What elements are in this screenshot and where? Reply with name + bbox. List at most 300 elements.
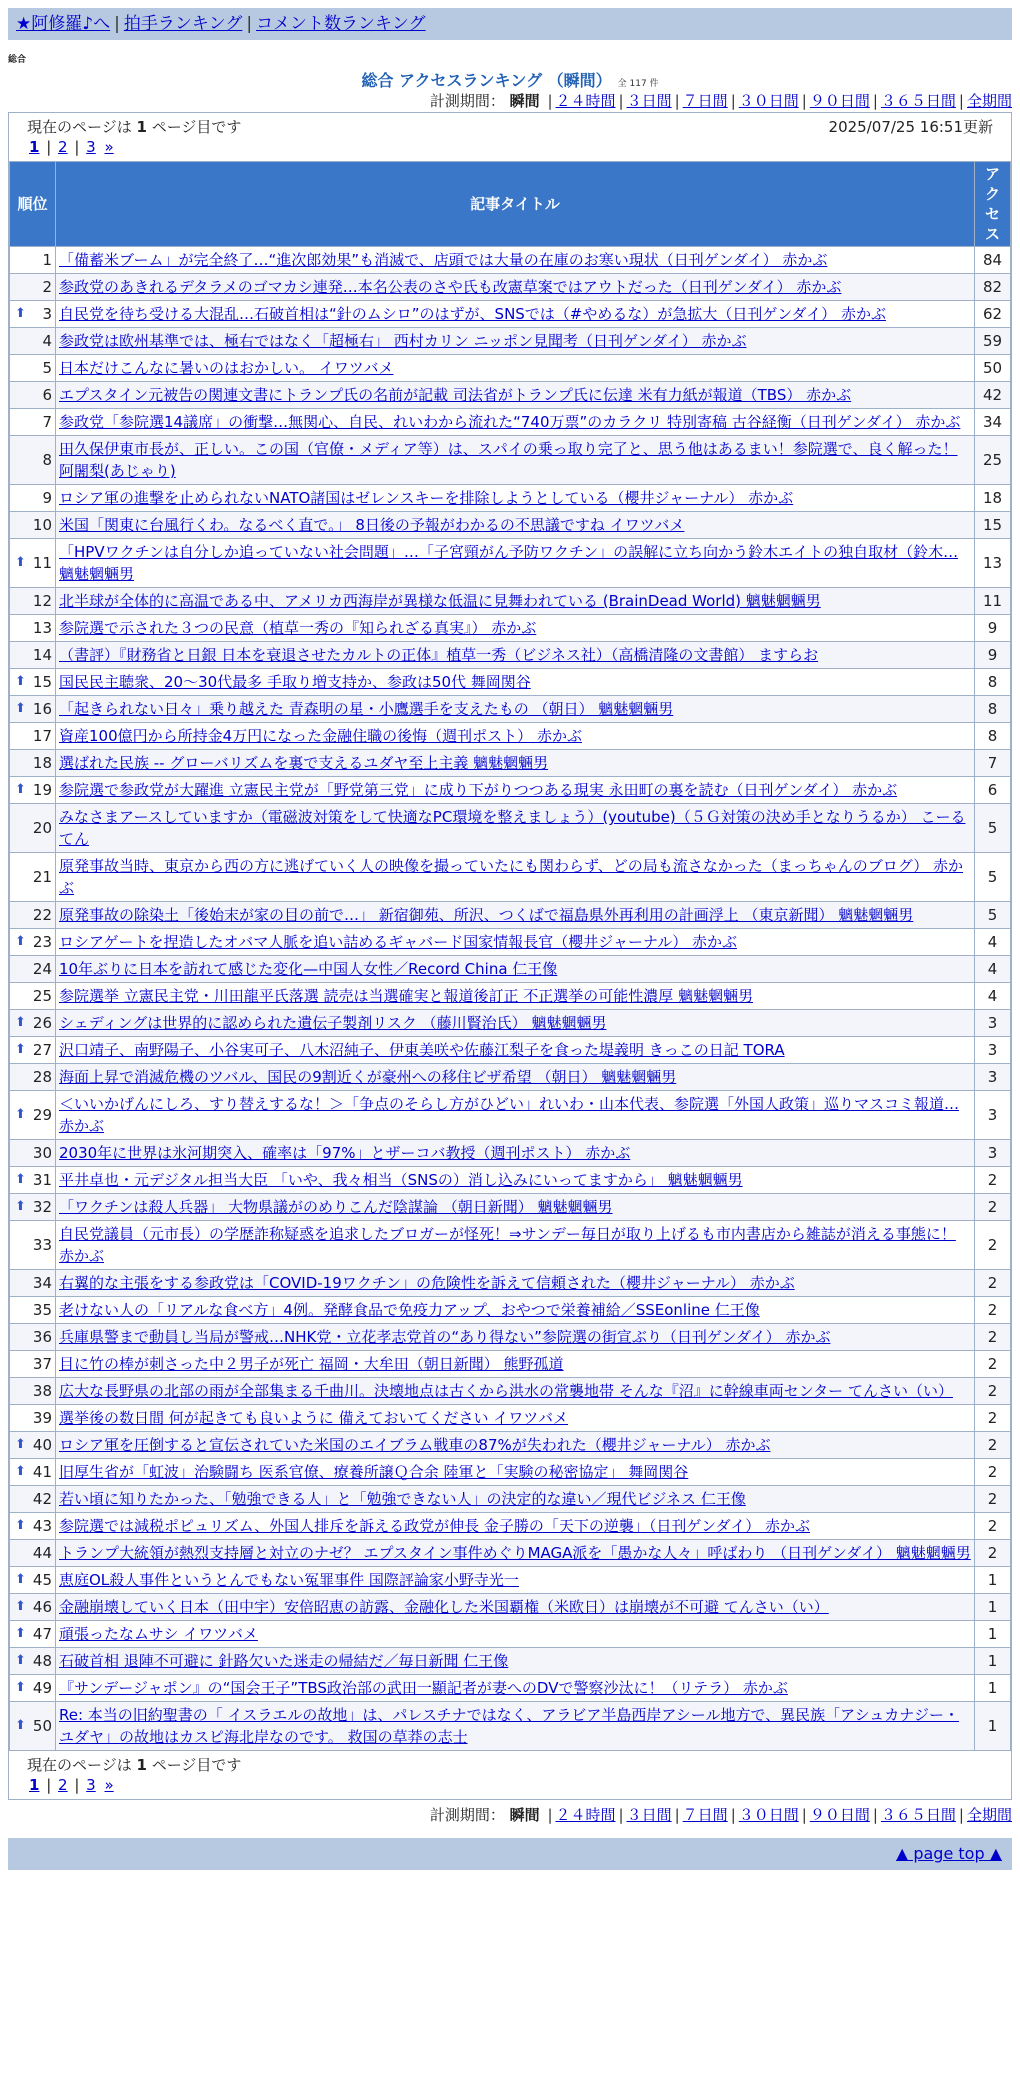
table-row xyxy=(10,436,1011,485)
article-title-link[interactable]: 国民民主聴衆、20～30代最多 手取り増支持か、参政は50代 舞岡関谷 xyxy=(59,673,531,691)
rank-number: 24 xyxy=(32,960,52,978)
access-count: 15 xyxy=(975,512,1011,539)
rank-number: 8 xyxy=(42,451,52,469)
rank-number: 10 xyxy=(32,516,52,534)
rank-cell xyxy=(10,669,56,696)
up-arrow-icon: ⬆ xyxy=(15,1518,26,1533)
article-title-link[interactable]: 北半球が全体的に高温である中、アメリカ西海岸が異様な低温に見舞われている (BrainDead World) 魑魅魍魎男 xyxy=(59,592,821,610)
access-count: 3 xyxy=(975,1037,1011,1064)
nav-link-clap-ranking[interactable]: 拍手ランキング xyxy=(123,14,243,34)
title-cell xyxy=(56,696,975,723)
rank-cell xyxy=(10,539,56,588)
rank-cell xyxy=(10,983,56,1010)
rank-cell xyxy=(10,588,56,615)
article-title-link[interactable]: 参政党のあきれるデタラメのゴマカシ連発…本名公表のさや氏も改憲草案ではアウトだった（日刊ゲンダイ） 赤かぶ xyxy=(59,278,842,296)
article-title-link[interactable]: みなさまアースしていますか（電磁波対策をして快適なPC環境を整えましょう）(youtube)（５Ｇ対策の決め手となりうるか） こーるてん xyxy=(59,808,966,848)
period-option-link[interactable]: 全期間 xyxy=(966,1806,1012,1824)
table-row xyxy=(10,1594,1011,1621)
rank-number: 19 xyxy=(32,781,52,799)
article-title-link[interactable]: 海面上昇で消滅危機のツバル、国民の9割近くが豪州への移住ビザ希望 （朝日） 魑魅魍魎男 xyxy=(59,1068,677,1086)
article-title-link[interactable]: 「備蓄米ブーム」が完全終了…“進次郎効果”も消滅で、店頭では大量の在庫のお寒い現状（日刊ゲンダイ） 赤かぶ xyxy=(59,251,828,269)
rank-number: 21 xyxy=(32,868,52,886)
rank-number: 39 xyxy=(32,1409,52,1427)
article-title-link[interactable]: 自民党議員（元市長）の学歴詐称疑惑を追求したブロガーが怪死！⇒サンデー毎日が取り上げるも市内書店から雑誌が消える事態に！ 赤かぶ xyxy=(59,1225,956,1265)
rank-number: 44 xyxy=(32,1544,52,1562)
access-count: 2 xyxy=(975,1486,1011,1513)
rank-cell xyxy=(10,1037,56,1064)
period-separator: | xyxy=(958,92,964,110)
up-arrow-icon: ⬆ xyxy=(15,1572,26,1587)
article-title-link[interactable]: エプスタイン元被告の関連文書にトランプ氏の名前が記載 司法省がトランプ氏に伝達 米有力紙が報道（TBS） 赤かぶ xyxy=(59,386,852,404)
period-separator: | xyxy=(618,1806,624,1824)
title-cell xyxy=(56,1648,975,1675)
table-row xyxy=(10,1486,1011,1513)
title-cell xyxy=(56,750,975,777)
title-cell xyxy=(56,1513,975,1540)
access-count: 2 xyxy=(975,1540,1011,1567)
access-count: 4 xyxy=(975,929,1011,956)
article-title-link[interactable]: 参院選で参政党が大躍進 立憲民主党が「野党第三党」に成り下がりつつある現実 永田町の裏を読む（日刊ゲンダイ） 赤かぶ xyxy=(59,781,898,799)
access-count: 1 xyxy=(975,1594,1011,1621)
title-cell xyxy=(56,1324,975,1351)
period-option-link[interactable]: ３日間 xyxy=(626,92,672,110)
rank-number: 20 xyxy=(32,819,52,837)
article-title-link[interactable]: 選ばれた民族 -- グローバリズムを裏で支えるユダヤ至上主義 魑魅魍魎男 xyxy=(59,754,549,772)
access-count: 3 xyxy=(975,1140,1011,1167)
page-links-bottom xyxy=(27,1775,993,1795)
col-header-title: 記事タイトル xyxy=(56,162,975,247)
rank-cell xyxy=(10,1167,56,1194)
article-title-link[interactable]: ロシア軍を圧倒すると宣伝されていた米国のエイブラム戦車の87%が失われた（櫻井ジャーナル） 赤かぶ xyxy=(59,1436,771,1454)
updated-time: 2025/07/25 16:51更新 xyxy=(828,118,993,136)
rank-number: 37 xyxy=(32,1355,52,1373)
page-link[interactable]: 2 xyxy=(58,138,68,156)
up-arrow-icon: ⬆ xyxy=(15,934,26,949)
title-cell xyxy=(56,804,975,853)
article-title-link[interactable]: 参院選では減税ポピュリズム、外国人排斥を訴える政党が伸長 金子勝の「天下の逆襲」（日刊ゲンダイ） 赤かぶ xyxy=(59,1517,810,1535)
up-arrow-icon: ⬆ xyxy=(15,1437,26,1452)
title-cell xyxy=(56,539,975,588)
rank-cell xyxy=(10,750,56,777)
title-cell xyxy=(56,1621,975,1648)
access-count: 3 xyxy=(975,1064,1011,1091)
access-count: 18 xyxy=(975,485,1011,512)
ranking-table xyxy=(9,161,1011,1751)
period-option-link[interactable]: 全期間 xyxy=(966,92,1012,110)
title-cell xyxy=(56,777,975,804)
page-link[interactable]: 1 xyxy=(29,138,40,156)
rank-number: 35 xyxy=(32,1301,52,1319)
period-separator: | xyxy=(674,1806,680,1824)
article-title-link[interactable]: 平井卓也・元デジタル担当大臣 「いや、我々相当（SNSの）消し込みにいってますから」 魑魅魍魎男 xyxy=(59,1171,743,1189)
rank-number: 1 xyxy=(42,251,52,269)
article-title-link[interactable]: 頑張ったなムサシ イワツバメ xyxy=(59,1625,258,1643)
rank-number: 42 xyxy=(32,1490,52,1508)
up-arrow-icon: ⬆ xyxy=(15,1718,26,1733)
rank-cell xyxy=(10,1297,56,1324)
up-arrow-icon: ⬆ xyxy=(15,555,26,570)
table-row xyxy=(10,1405,1011,1432)
period-option-link[interactable]: ９０日間 xyxy=(809,92,870,110)
rank-cell xyxy=(10,1702,56,1751)
rank-cell xyxy=(10,1064,56,1091)
nav-link-ashura[interactable]: ★阿修羅♪へ xyxy=(16,14,111,34)
page-link[interactable]: 1 xyxy=(29,1776,40,1794)
rank-cell xyxy=(10,956,56,983)
table-row xyxy=(10,1037,1011,1064)
table-row xyxy=(10,929,1011,956)
article-title-link[interactable]: 田久保伊東市長が、正しい。この国（官僚・メディア等）は、スパイの乗っ取り完了と、思う他はあるまい！参院選で、良く解った！ 阿闍梨(あじゃり) xyxy=(59,440,958,480)
rank-number: 43 xyxy=(32,1517,52,1535)
title-cell xyxy=(56,1486,975,1513)
rank-cell xyxy=(10,1459,56,1486)
period-separator: | xyxy=(730,1806,736,1824)
article-title-link[interactable]: 若い頃に知りたかった、「勉強できる人」と「勉強できない人」の決定的な違い／現代ビジネス 仁王像 xyxy=(59,1490,746,1508)
rank-cell xyxy=(10,853,56,902)
rank-number: 32 xyxy=(32,1198,52,1216)
article-title-link[interactable]: ロシアゲートを捏造したオバマ人脈を追い詰めるギャバード国家情報長官（櫻井ジャーナル） 赤かぶ xyxy=(59,933,737,951)
page-link[interactable]: 3 xyxy=(86,138,96,156)
rank-cell xyxy=(10,804,56,853)
table-row xyxy=(10,1194,1011,1221)
access-count: 50 xyxy=(975,355,1011,382)
title-cell xyxy=(56,853,975,902)
article-title-link[interactable]: 米国「関東に台風行くわ。なるべく直で。」 8日後の予報がわかるの不思議ですね イワツバメ xyxy=(59,516,685,534)
title-cell xyxy=(56,512,975,539)
up-arrow-icon: ⬆ xyxy=(15,1464,26,1479)
period-option-link[interactable]: ３６５日間 xyxy=(880,92,956,110)
article-title-link[interactable]: 参政党は欧州基準では、極右ではなく「超極右」 西村カリン ニッポン見聞考（日刊ゲンダイ） 赤かぶ xyxy=(59,332,747,350)
table-row xyxy=(10,247,1011,274)
access-count: 1 xyxy=(975,1675,1011,1702)
rank-cell xyxy=(10,1270,56,1297)
title-cell xyxy=(56,1037,975,1064)
rank-cell xyxy=(10,382,56,409)
up-arrow-icon: ⬆ xyxy=(15,1107,26,1122)
rank-cell xyxy=(10,328,56,355)
rank-cell xyxy=(10,1675,56,1702)
article-title-link[interactable]: トランプ大統領が熱烈支持層と対立のナゼ？ エプスタイン事件めぐりMAGA派を「愚かな人々」呼ばわり （日刊ゲンダイ） 魑魅魍魎男 xyxy=(59,1544,971,1562)
rank-number: 3 xyxy=(42,305,52,323)
title-cell xyxy=(56,669,975,696)
pager-top xyxy=(9,113,1011,161)
access-count: 6 xyxy=(975,777,1011,804)
article-title-link[interactable]: 旧厚生省が「虹波」治験闘ち 医系官僚、療養所譲Ｑ合余 陸軍と「実験の秘密協定」 舞岡関谷 xyxy=(59,1463,689,1481)
title-cell xyxy=(56,485,975,512)
table-row xyxy=(10,615,1011,642)
table-row xyxy=(10,301,1011,328)
rank-cell xyxy=(10,1140,56,1167)
title-cell xyxy=(56,1675,975,1702)
rank-cell xyxy=(10,1221,56,1270)
access-count: 1 xyxy=(975,1648,1011,1675)
period-current: 瞬間 xyxy=(509,92,540,110)
page-separator: | xyxy=(69,1776,85,1794)
article-title-link[interactable]: 兵庫県警まで動員し当局が警戒…NHK党・立花孝志党首の“あり得ない”参院選の街宣ぶり（日刊ゲンダイ） 赤かぶ xyxy=(59,1328,831,1346)
article-title-link[interactable]: 広大な長野県の北部の雨が全部集まる千曲川。決壊地点は古くから洪水の常襲地帯 そんな『沼』に幹線車両センター てんさい（い） xyxy=(59,1382,953,1400)
top-nav xyxy=(8,8,1012,40)
article-title-link[interactable]: 10年ぶりに日本を訪れて感じた変化—中国人女性／Record China 仁王像 xyxy=(59,960,558,978)
category-label: 総合 xyxy=(8,55,27,65)
access-count: 2 xyxy=(975,1270,1011,1297)
table-row xyxy=(10,1378,1011,1405)
access-count: 4 xyxy=(975,956,1011,983)
table-row xyxy=(10,1091,1011,1140)
rank-number: 15 xyxy=(32,673,52,691)
rank-number: 9 xyxy=(42,489,52,507)
rank-number: 7 xyxy=(42,413,52,431)
rank-number: 11 xyxy=(32,554,52,572)
article-title-link[interactable]: 参政党「参院選14議席」の衝撃…無関心、自民、れいわから流れた“740万票”のカラクリ 特別寄稿 古谷経衡（日刊ゲンダイ） 赤かぶ xyxy=(59,413,961,431)
table-row xyxy=(10,1540,1011,1567)
rank-number: 4 xyxy=(42,332,52,350)
article-title-link[interactable]: 目に竹の棒が刺さった中２男子が死亡 福岡・大牟田（朝日新聞） 熊野孤道 xyxy=(59,1355,564,1373)
period-selector-top xyxy=(8,90,1012,112)
page-separator: | xyxy=(41,138,57,156)
article-title-link[interactable]: 自民党を待ち受ける大混乱…石破首相は“針のムシロ”のはずが、SNSでは（#やめるな）が急拡大（日刊ゲンダイ） 赤かぶ xyxy=(59,305,886,323)
period-option-link[interactable]: ３日間 xyxy=(626,1806,672,1824)
rank-number: 33 xyxy=(32,1236,52,1254)
rank-cell xyxy=(10,1010,56,1037)
title-cell xyxy=(56,1540,975,1567)
access-count: 4 xyxy=(975,983,1011,1010)
access-count: 62 xyxy=(975,301,1011,328)
rank-cell xyxy=(10,1405,56,1432)
rank-cell xyxy=(10,1540,56,1567)
access-count: 5 xyxy=(975,902,1011,929)
article-title-link[interactable]: Re: 本当の旧約聖書の「 イスラエルの故地」は、パレスチナではなく、アラビア半島西岸アシール地方で、異民族「アシュカナジー・ユダヤ」の故地はカスピ海北岸なのです。 救国の草莽の志士 xyxy=(59,1706,959,1746)
period-separator: | xyxy=(872,92,878,110)
period-separator: | xyxy=(801,92,807,110)
article-title-link[interactable]: ＜いいかげんにしろ、すり替えするな！＞「争点のそらし方がひどい」れいわ・山本代表、参院選「外国人政策」巡りマスコミ報道… 赤かぶ xyxy=(59,1095,960,1135)
period-label: 計測期間： xyxy=(429,92,505,110)
article-title-link[interactable]: 日本だけこんなに暑いのはおかしい。 イワツバメ xyxy=(59,359,394,377)
period-option-link[interactable]: ７日間 xyxy=(682,92,728,110)
up-arrow-icon: ⬆ xyxy=(15,674,26,689)
rank-cell xyxy=(10,615,56,642)
title-cell xyxy=(56,301,975,328)
rank-cell xyxy=(10,1378,56,1405)
period-options xyxy=(544,1806,1012,1824)
table-row xyxy=(10,382,1011,409)
article-title-link[interactable]: シェディングは世界的に認められた遺伝子製剤リスク （藤川賢治氏） 魑魅魍魎男 xyxy=(59,1014,607,1032)
article-title-link[interactable]: 石破首相 退陣不可避に 針路欠いた迷走の帰結だ／毎日新聞 仁王像 xyxy=(59,1652,509,1670)
access-count: 1 xyxy=(975,1621,1011,1648)
rank-number: 17 xyxy=(32,727,52,745)
period-option-link[interactable]: ２４時間 xyxy=(555,92,616,110)
table-row xyxy=(10,1621,1011,1648)
rank-cell xyxy=(10,777,56,804)
rank-cell xyxy=(10,1091,56,1140)
article-title-link[interactable]: 恵庭OL殺人事件というとんでもない冤罪事件 国際評論家小野寺光一 xyxy=(59,1571,519,1589)
up-arrow-icon: ⬆ xyxy=(15,1599,26,1614)
rank-cell xyxy=(10,1648,56,1675)
page-top-link[interactable]: ▲ page top ▲ xyxy=(895,1844,1002,1863)
period-current: 瞬間 xyxy=(509,1806,540,1824)
access-count: 82 xyxy=(975,274,1011,301)
article-title-link[interactable]: 参院選で示された３つの民意（植草一秀の『知られざる真実』） 赤かぶ xyxy=(59,619,537,637)
title-cell xyxy=(56,1194,975,1221)
access-count: 5 xyxy=(975,853,1011,902)
ranking-box xyxy=(8,112,1012,1800)
page-link[interactable]: 2 xyxy=(58,1776,68,1794)
table-row xyxy=(10,723,1011,750)
rank-cell xyxy=(10,485,56,512)
rank-number: 6 xyxy=(42,386,52,404)
rank-number: 22 xyxy=(32,906,52,924)
table-row xyxy=(10,485,1011,512)
nav-separator: | xyxy=(114,14,120,34)
access-count: 1 xyxy=(975,1702,1011,1751)
title-cell xyxy=(56,382,975,409)
table-row xyxy=(10,642,1011,669)
article-title-link[interactable]: 老けない人の「リアルな食べ方」4例。発酵食品で免疫力アップ、おやつで栄養補給／SSEonline 仁王像 xyxy=(59,1301,760,1319)
access-count: 2 xyxy=(975,1459,1011,1486)
table-row xyxy=(10,804,1011,853)
article-title-link[interactable]: 原発事故当時、東京から西の方に逃げていく人の映像を撮っていたにも関わらず、どの局も流さなかった（まっちゃんのブログ） 赤かぶ xyxy=(59,857,964,897)
article-title-link[interactable]: 「起きられない日々」乗り越えた 青森明の星・小鷹選手を支えたもの （朝日） 魑魅魍魎男 xyxy=(59,700,674,718)
table-row xyxy=(10,409,1011,436)
article-title-link[interactable]: 参院選挙 立憲民主党・川田龍平氏落選 読売は当選確実と報道後訂正 不正選挙の可能性濃厚 魑魅魍魎男 xyxy=(59,987,754,1005)
article-title-link[interactable]: ロシア軍の進撃を止められないNATO諸国はゼレンスキーを排除しようとしている（櫻井ジャーナル） 赤かぶ xyxy=(59,489,794,507)
up-arrow-icon: ⬆ xyxy=(15,1015,26,1030)
period-option-link[interactable]: ２４時間 xyxy=(555,1806,616,1824)
article-title-link[interactable]: 選挙後の数日間 何が起きても良いように 備えておいてください イワツバメ xyxy=(59,1409,569,1427)
article-title-link[interactable]: 『サンデージャポン』の“国会王子”TBS政治部の武田一顯記者が妻へのDVで警察沙汰に！（リテラ） 赤かぶ xyxy=(59,1679,788,1697)
title-cell xyxy=(56,1594,975,1621)
title-cell xyxy=(56,274,975,301)
period-option-link[interactable]: ７日間 xyxy=(682,1806,728,1824)
rank-cell xyxy=(10,409,56,436)
article-title-link[interactable]: （書評）『財務省と日銀 日本を衰退させたカルトの正体』植草一秀（ビジネス社）（高橋清隆の文書館） ますらお xyxy=(59,646,819,664)
article-title-link[interactable]: 右翼的な主張をする参政党は「COVID-19ワクチン」の危険性を訴えて信頼された（櫻井ジャーナル） 赤かぶ xyxy=(59,1274,795,1292)
page-links-top xyxy=(27,137,993,157)
title-cell xyxy=(56,588,975,615)
table-row xyxy=(10,1297,1011,1324)
period-separator: | xyxy=(674,92,680,110)
access-count: 2 xyxy=(975,1513,1011,1540)
rank-number: 31 xyxy=(32,1171,52,1189)
title-cell xyxy=(56,1351,975,1378)
access-count: 9 xyxy=(975,642,1011,669)
access-count: 5 xyxy=(975,804,1011,853)
page-title-text: 総合 アクセスランキング （瞬間） xyxy=(361,71,612,90)
article-title-link[interactable]: 金融崩壊していく日本（田中宇）安倍昭恵の訪露、金融化した米国覇権（米欧日）は崩壊が不可避 てんさい（い） xyxy=(59,1598,829,1616)
title-cell xyxy=(56,409,975,436)
page-status-bottom: 現在のページは 1 ページ目です xyxy=(27,1756,242,1774)
title-cell xyxy=(56,929,975,956)
access-count: 7 xyxy=(975,750,1011,777)
access-count: 11 xyxy=(975,588,1011,615)
page-link[interactable]: 3 xyxy=(86,1776,96,1794)
table-row xyxy=(10,777,1011,804)
article-title-link[interactable]: 資産100億円から所持金4万円になった金融住職の後悔（週刊ポスト） 赤かぶ xyxy=(59,727,582,745)
article-title-link[interactable]: 沢口靖子、南野陽子、小谷実可子、八木沼純子、伊東美咲や佐藤江梨子を食った堤義明 きっこの日記 TORA xyxy=(59,1041,785,1059)
title-cell xyxy=(56,615,975,642)
rank-cell xyxy=(10,1621,56,1648)
page-separator: | xyxy=(41,1776,57,1794)
access-count: 34 xyxy=(975,409,1011,436)
table-row xyxy=(10,1167,1011,1194)
table-row xyxy=(10,956,1011,983)
access-count: 59 xyxy=(975,328,1011,355)
title-cell xyxy=(56,1567,975,1594)
rank-cell xyxy=(10,1324,56,1351)
access-count: 2 xyxy=(975,1194,1011,1221)
page-link[interactable]: » xyxy=(104,1776,114,1794)
table-row xyxy=(10,1010,1011,1037)
title-cell xyxy=(56,1297,975,1324)
period-option-link[interactable]: ３６５日間 xyxy=(880,1806,956,1824)
table-row xyxy=(10,696,1011,723)
rank-number: 23 xyxy=(32,933,52,951)
rank-number: 34 xyxy=(32,1274,52,1292)
article-title-link[interactable]: 「ワクチンは殺人兵器」 大物県議がのめりこんだ陰謀論 （朝日新聞） 魑魅魍魎男 xyxy=(59,1198,613,1216)
period-separator: | xyxy=(872,1806,878,1824)
up-arrow-icon: ⬆ xyxy=(15,1626,26,1641)
access-count: 13 xyxy=(975,539,1011,588)
title-cell xyxy=(56,723,975,750)
up-arrow-icon: ⬆ xyxy=(15,782,26,797)
title-cell xyxy=(56,1459,975,1486)
rank-cell xyxy=(10,1432,56,1459)
table-row xyxy=(10,1432,1011,1459)
access-count: 8 xyxy=(975,723,1011,750)
up-arrow-icon: ⬆ xyxy=(15,701,26,716)
access-count: 8 xyxy=(975,696,1011,723)
period-option-link[interactable]: ９０日間 xyxy=(809,1806,870,1824)
rank-cell xyxy=(10,355,56,382)
title-cell xyxy=(56,983,975,1010)
rank-number: 46 xyxy=(32,1598,52,1616)
period-option-link[interactable]: ３０日間 xyxy=(738,1806,799,1824)
access-count: 2 xyxy=(975,1432,1011,1459)
access-count: 2 xyxy=(975,1405,1011,1432)
rank-cell xyxy=(10,274,56,301)
nav-link-comment-ranking[interactable]: コメント数ランキング xyxy=(256,14,426,34)
table-row xyxy=(10,588,1011,615)
rank-cell xyxy=(10,1567,56,1594)
access-count: 9 xyxy=(975,615,1011,642)
period-label: 計測期間： xyxy=(429,1806,505,1824)
access-count: 84 xyxy=(975,247,1011,274)
rank-cell xyxy=(10,512,56,539)
period-option-link[interactable]: ３０日間 xyxy=(738,92,799,110)
title-cell xyxy=(56,1010,975,1037)
period-separator: | xyxy=(730,92,736,110)
page-link[interactable]: » xyxy=(104,138,114,156)
title-cell xyxy=(56,1140,975,1167)
table-row xyxy=(10,669,1011,696)
nav-separator: | xyxy=(246,14,253,34)
article-title-link[interactable]: 「HPVワクチンは自分しか追っていない社会問題」…「子宮頸がん予防ワクチン」の誤解に立ち向かう鈴木エイトの独自取材（鈴木… 魑魅魍魎男 xyxy=(59,543,959,583)
article-title-link[interactable]: 2030年に世界は氷河期突入、確率は「97%」とザーコバ教授（週刊ポスト） 赤かぶ xyxy=(59,1144,631,1162)
rank-cell xyxy=(10,247,56,274)
table-row xyxy=(10,1513,1011,1540)
article-title-link[interactable]: 原発事故の除染土「後始末が家の目の前で…」 新宿御苑、所沢、つくばで福島県外再利用の計画浮上 （東京新聞） 魑魅魍魎男 xyxy=(59,906,914,924)
table-row xyxy=(10,539,1011,588)
table-row xyxy=(10,853,1011,902)
title-cell xyxy=(56,1432,975,1459)
table-row xyxy=(10,983,1011,1010)
bottom-bar xyxy=(8,1838,1012,1870)
table-row xyxy=(10,1140,1011,1167)
rank-number: 50 xyxy=(32,1717,52,1735)
up-arrow-icon: ⬆ xyxy=(15,1680,26,1695)
table-row xyxy=(10,1675,1011,1702)
access-count: 1 xyxy=(975,1567,1011,1594)
total-count: 全 117 件 xyxy=(617,79,659,89)
